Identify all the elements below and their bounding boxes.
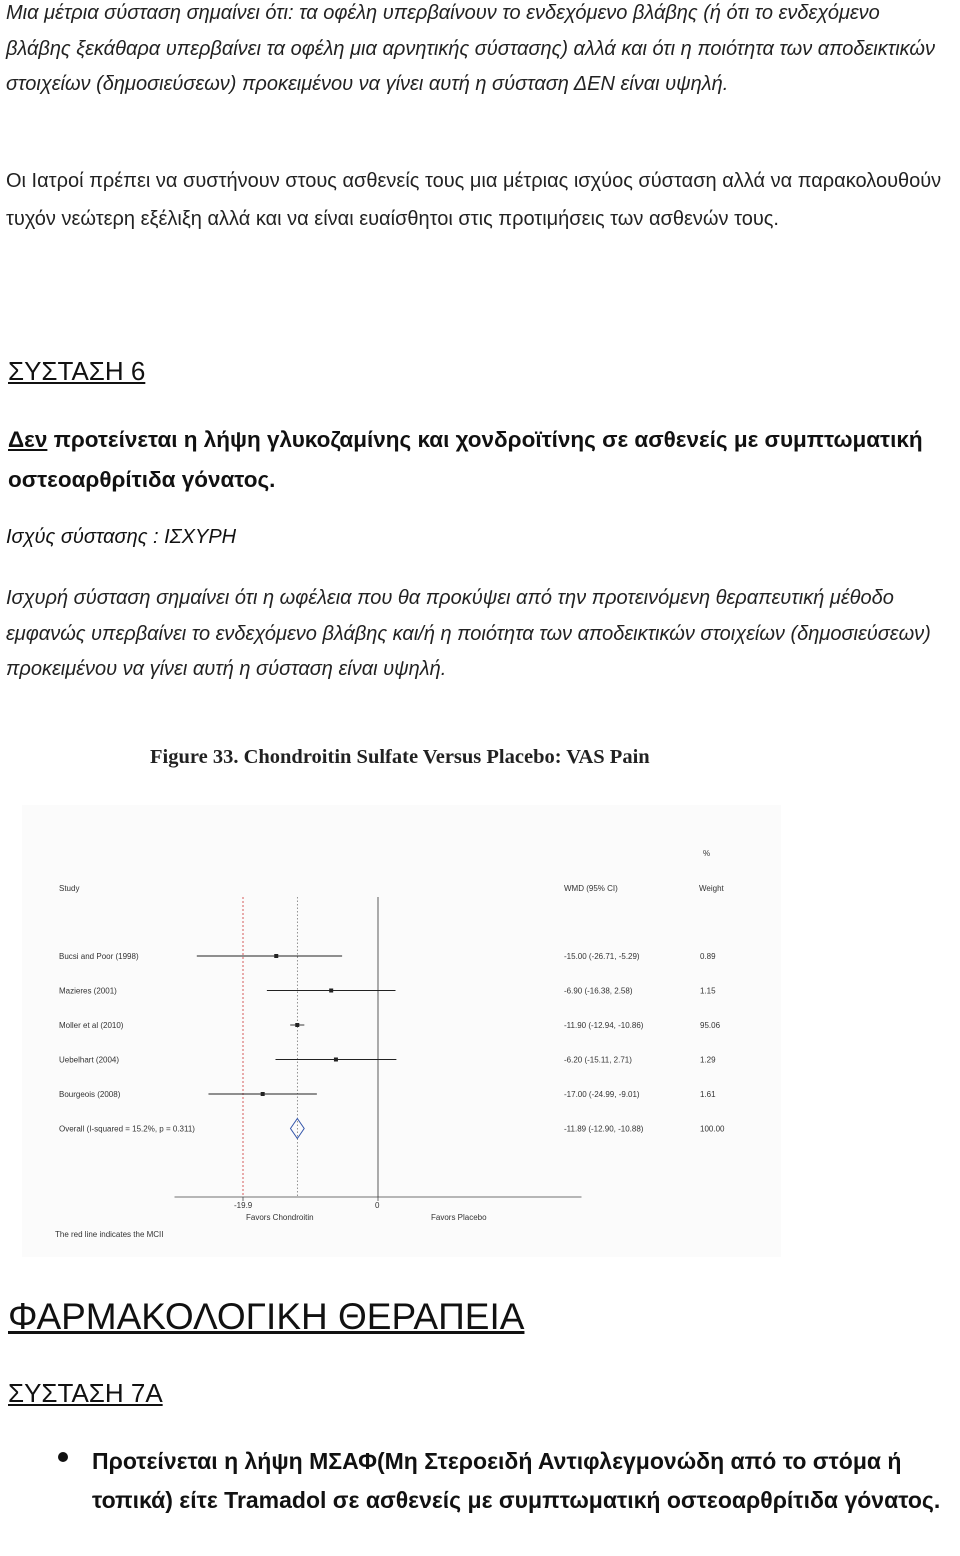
weight-value: 0.89 [700, 952, 716, 961]
overall-label: Overall (I-squared = 15.2%, p = 0.311) [59, 1124, 195, 1134]
recommendation-6-body: προτείνεται η λήψη γλυκοζαμίνης και χονδροϊτίνης σε ασθενείς με συμπτωματική οστεοαρθρίτιδα γόνατος. [8, 427, 923, 492]
figure-title: Figure 33. Chondroitin Sulfate Versus Placebo: VAS Pain [150, 746, 650, 768]
overall-weight-value: 100.00 [700, 1124, 725, 1134]
weight-column-header: Weight [699, 884, 724, 893]
forest-plot [22, 805, 781, 1257]
favors-placebo-label: Favors Placebo [431, 1213, 487, 1222]
recommendation-6-negation: Δεν [8, 427, 48, 452]
favors-chondroitin-label: Favors Chondroitin [246, 1213, 314, 1222]
pharmacological-therapy-heading: ΦΑΡΜΑΚΟΛΟΓΙΚΗ ΘΕΡΑΠΕΙΑ [8, 1296, 525, 1337]
weight-value: 95.06 [700, 1021, 721, 1030]
weight-value: 1.15 [700, 986, 716, 996]
study-label: Bourgeois (2008) [59, 1090, 121, 1099]
point-estimate-marker [334, 1058, 338, 1062]
recommendation-7a-text: Προτείνεται η λήψη ΜΣΑΦ(Μη Στεροειδή Αντιφλεγμονώδη από το στόμα ή τοπικά) είτε Tramadol σε ασθενείς με συμπτωματική οστεοαρθρίτιδα γόνατος. [92, 1448, 941, 1513]
recommendation-6-heading: ΣΥΣΤΑΣΗ 6 [8, 356, 146, 386]
overall-wmd-ci-value: -11.89 (-12.90, -10.88) [564, 1124, 644, 1134]
moderate-recommendation-definition: Μια μέτρια σύσταση σημαίνει ότι: τα οφέλη υπερβαίνουν το ενδεχόμενο βλάβης (ή ότι το ενδεχόμενο βλάβης ξεκάθαρα υπερβαίνει τα οφέλη μια αρνητικής σύστασης) αλλά και ότι η ποιότητα των αποδεικτικών στοιχείων (δημοσιεύσεων) προκειμένου να γίνει αυτή η σύσταση ΔΕΝ είναι υψηλή. [6, 2, 936, 95]
point-estimate-marker [261, 1092, 265, 1096]
bullet-icon [58, 1452, 68, 1462]
study-column-header: Study [59, 884, 80, 893]
wmd-ci-value: -6.20 (-15.11, 2.71) [564, 1055, 632, 1065]
weight-value: 1.61 [700, 1090, 716, 1099]
recommendation-6-text [8, 420, 948, 500]
axis-tick-mcii-label: -19.9 [234, 1201, 253, 1210]
point-estimate-marker [329, 989, 333, 993]
study-label: Bucsi and Poor (1998) [59, 952, 139, 961]
weight-value: 1.29 [700, 1055, 716, 1065]
forest-plot-figure [22, 805, 781, 1257]
doctors-advice-paragraph: Οι Ιατροί πρέπει να συστήνουν στους ασθενείς τους μια μέτριας ισχύος σύσταση αλλά να παρακολουθούν τυχόν νεώτερη εξέλιξη αλλά και να είναι ευαίσθητοι στις προτιμήσεις των ασθενών τους. [6, 170, 942, 230]
recommendation-7a-heading: ΣΥΣΤΑΣΗ 7Α [8, 1378, 163, 1408]
weight-percent-header: % [703, 849, 711, 858]
study-label: Mazieres (2001) [59, 986, 117, 996]
wmd-ci-value: -6.90 (-16.38, 2.58) [564, 986, 633, 996]
mcii-footnote: The red line indicates the MCII [55, 1230, 164, 1239]
study-label: Uebelhart (2004) [59, 1055, 120, 1065]
strong-recommendation-definition: Ισχυρή σύσταση σημαίνει ότι η ωφέλεια που θα προκύψει από την προτεινόμενη θεραπευτική μέθοδο εμφανώς υπερβαίνει το ενδεχόμενο βλάβης και/ή η ποιότητα των αποδεικτικών στοιχείων (δημοσιεύσεων) προκειμένου να γίνει αυτή η σύσταση είναι υψηλή. [6, 587, 931, 680]
point-estimate-marker [274, 954, 278, 958]
wmd-ci-value: -11.90 (-12.94, -10.86) [564, 1021, 644, 1030]
recommendation-strength: Ισχύς σύστασης : ΙΣΧΥΡΗ [6, 526, 237, 548]
study-label: Moller et al (2010) [59, 1021, 124, 1030]
axis-tick-zero-label: 0 [375, 1201, 380, 1210]
wmd-ci-value: -17.00 (-24.99, -9.01) [564, 1090, 640, 1099]
point-estimate-marker [295, 1023, 299, 1027]
wmd-column-header: WMD (95% CI) [564, 884, 618, 893]
wmd-ci-value: -15.00 (-26.71, -5.29) [564, 952, 640, 961]
